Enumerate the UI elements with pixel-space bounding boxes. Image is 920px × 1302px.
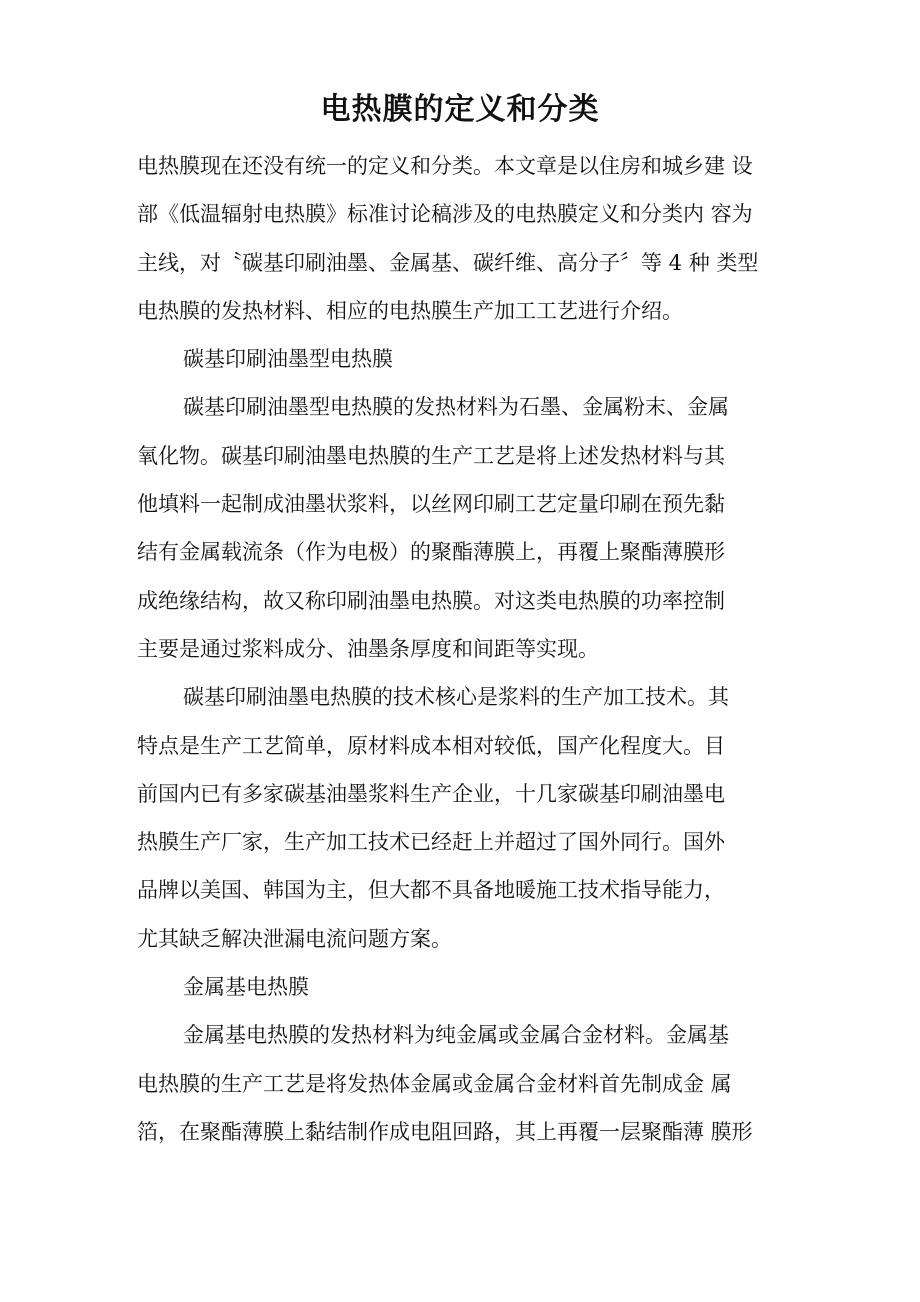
intro-line-3: 主线，对〝碳基印刷油墨、金属基、碳纤维、高分子〞等 4 种 类型 [137,250,759,275]
intro-line-1: 电热膜现在还没有统一的定义和分类。本文章是以住房和城乡建 设 [137,154,753,178]
carbon-para1-line-5: 成绝缘结构，故又称印刷油墨电热膜。对这类电热膜的功率控制 [137,588,725,613]
metal-para-line-3: 箔，在聚酯薄膜上黏结制作成电阻回路，其上再覆一层聚酯薄 膜形 [137,1119,753,1144]
carbon-para2-line-4: 热膜生产厂家，生产加工技术已经赶上并超过了国外同行。国外 [137,830,725,855]
carbon-para2-line-1: 碳基印刷油墨电热膜的技术核心是浆料的生产加工技术。其 [183,685,729,710]
document-body [137,142,797,1156]
carbon-para1-line-6: 主要是通过浆料成分、油墨条厚度和间距等实现。 [137,636,599,661]
carbon-para1-line-4: 结有金属载流条（作为电极）的聚酯薄膜上，再覆上聚酯薄膜形 [137,540,725,565]
metal-para-line-2: 电热膜的生产工艺是将发热体金属或金属合金材料首先制成金 属 [137,1071,732,1096]
carbon-para2-line-6: 尤其缺乏解决泄漏电流问题方案。 [137,926,452,951]
document-title: 电热膜的定义和分类 [320,92,600,127]
carbon-para1-line-2: 氧化物。碳基印刷油墨电热膜的生产工艺是将上述发热材料与其 [137,443,725,468]
carbon-para2-line-2: 特点是生产工艺简单，原材料成本相对较低，国产化程度大。目 [137,733,725,758]
section-heading-metal-based: 金属基电热膜 [183,975,309,1000]
carbon-para1-line-3: 他填料一起制成油墨状浆料，以丝网印刷工艺定量印刷在预先黏 [137,492,725,517]
section-heading-carbon-ink: 碳基印刷油墨型电热膜 [183,347,393,372]
carbon-para1-line-1: 碳基印刷油墨型电热膜的发热材料为石墨、金属粉末、金属 [183,395,729,420]
intro-line-2: 部《低温辐射电热膜》标准讨论稿涉及的电热膜定义和分类内 容为 [137,202,753,227]
carbon-para2-line-3: 前国内已有多家碳基油墨浆料生产企业，十几家碳基印刷油墨电 [137,781,725,806]
metal-para-line-1: 金属基电热膜的发热材料为纯金属或金属合金材料。金属基 [183,1023,729,1048]
intro-line-4: 电热膜的发热材料、相应的电热膜生产加工工艺进行介绍。 [137,298,683,323]
carbon-para2-line-5: 品牌以美国、韩国为主，但大都不具备地暖施工技术指导能力， [137,878,725,903]
